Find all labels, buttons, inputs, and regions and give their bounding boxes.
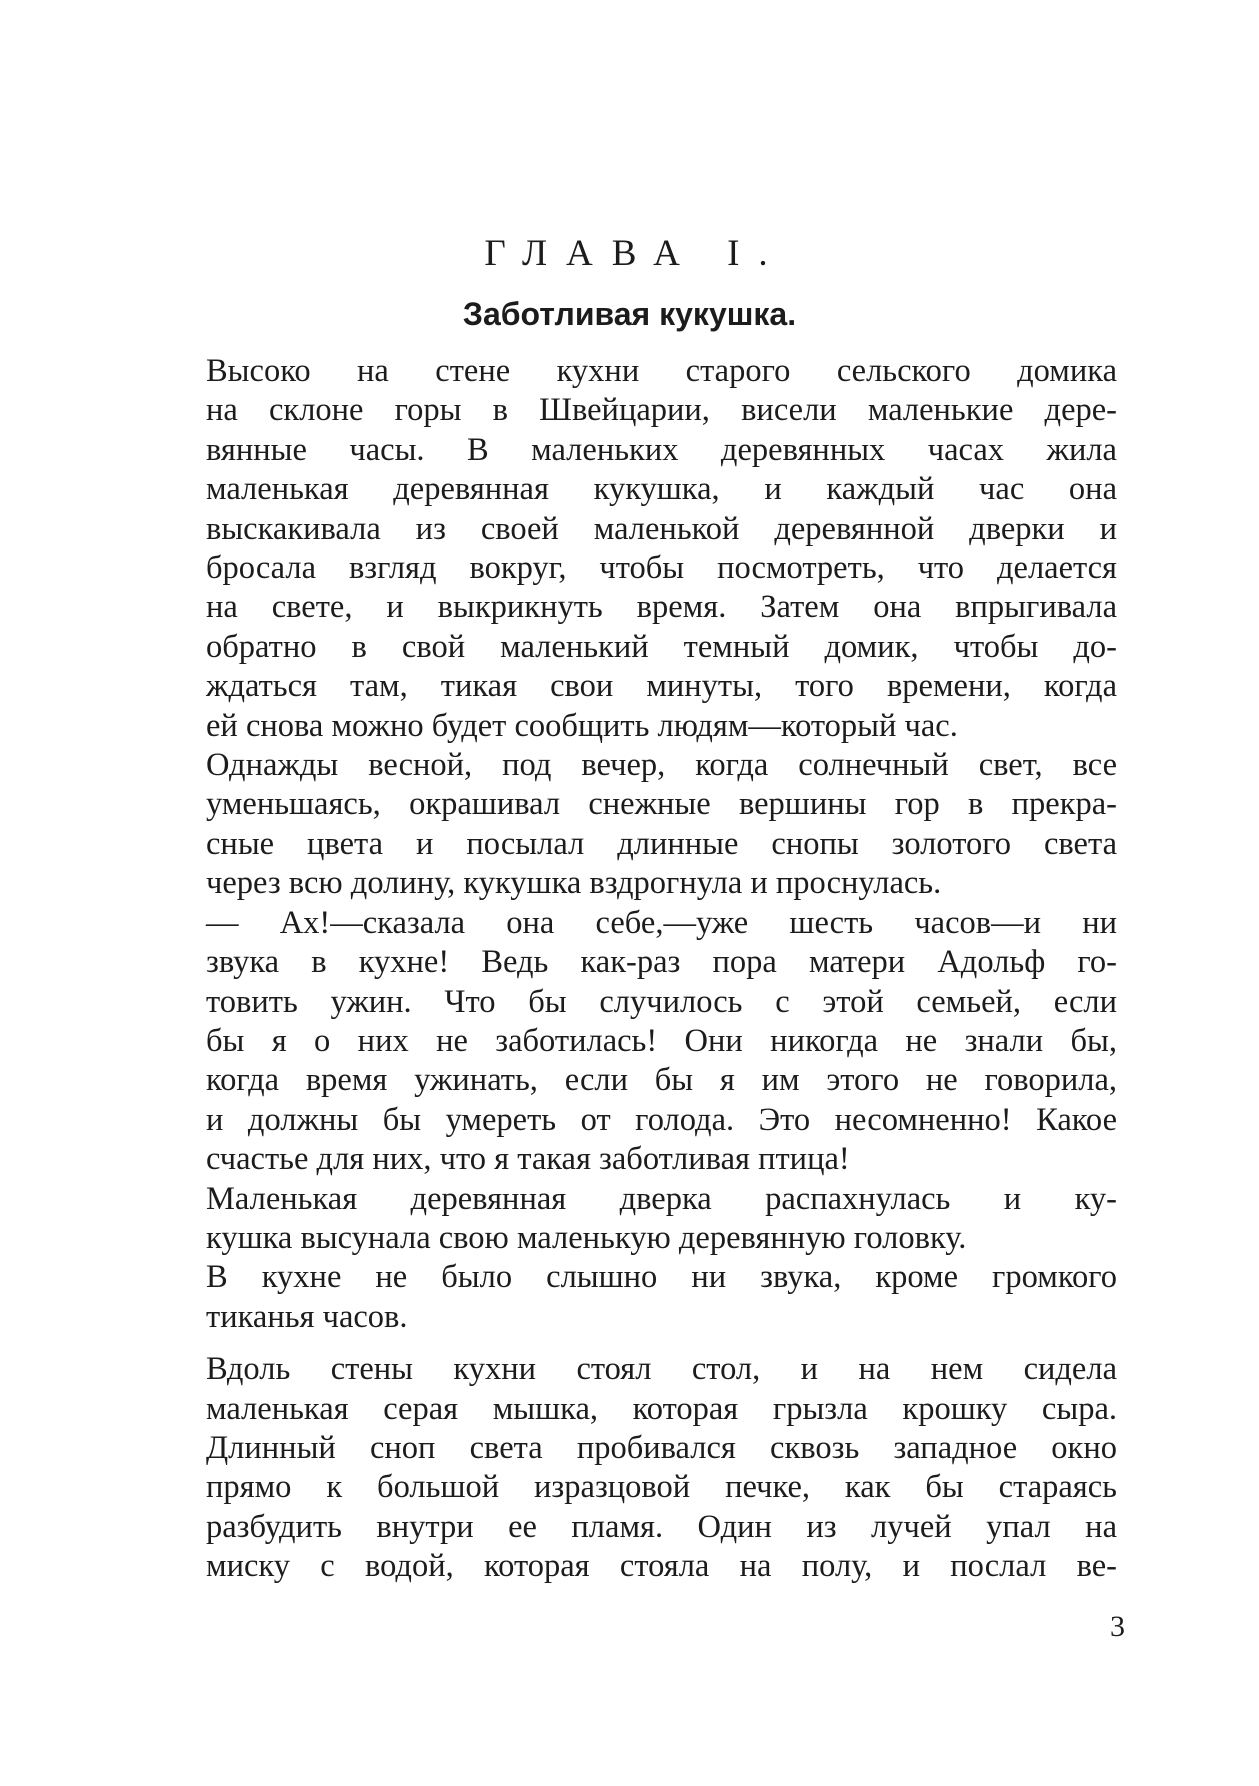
text-line: когда время ужинать, если бы я им этого не говорила, xyxy=(206,1062,1117,1099)
text-line: ждаться там, тикая свои минуты, того времени, когда xyxy=(206,668,1117,705)
text-line: маленькая деревянная кукушка, и каждый час она xyxy=(206,471,1117,508)
paragraph xyxy=(149,1258,1117,1337)
chapter-subtitle: Заботливая кукушка. xyxy=(462,296,797,332)
text-line: ей снова можно будет сообщить людям—который час. xyxy=(206,707,958,744)
page-number: 3 xyxy=(1110,1610,1125,1643)
text-line: бросала взгляд вокруг, чтобы посмотреть, что делается xyxy=(206,550,1117,587)
paragraph xyxy=(149,904,1117,1180)
text-line: обратно в свой маленький темный домик, чтобы до- xyxy=(206,628,1117,665)
text-line: Длинный сноп света пробивался сквозь западное окно xyxy=(206,1429,1117,1466)
paragraph-spacer xyxy=(149,1337,1117,1350)
text-line: звука в кухне! Ведь как-раз пора матери Адольф го- xyxy=(206,944,1117,981)
text-line: бы я о них не заботилась! Они никогда не знали бы, xyxy=(206,1022,1117,1059)
text-line: Высоко на стене кухни старого сельского домика xyxy=(206,353,1117,389)
paragraph xyxy=(149,352,1117,746)
text-line: и должны бы умереть от голода. Это несомненно! Какое xyxy=(206,1101,1117,1138)
body-text xyxy=(149,352,1117,1587)
text-line: прямо к большой изразцовой печке, как бы стараясь xyxy=(206,1469,1117,1506)
text-line: на свете, и выкрикнуть время. Затем она впрыгивала xyxy=(206,589,1117,626)
text-line: уменьшаясь, окрашивал снежные вершины гор в прекра- xyxy=(206,786,1117,823)
text-line: товить ужин. Что бы случилось с этой семьей, если xyxy=(206,983,1117,1020)
text-line: сные цвета и посылал длинные снопы золотого света xyxy=(206,825,1117,862)
paragraph xyxy=(149,1180,1117,1259)
text-line: В кухне не было слышно ни звука, кроме громкого xyxy=(206,1259,1117,1296)
paragraph xyxy=(149,1350,1117,1586)
text-line: вянные часы. В маленьких деревянных часах жила xyxy=(206,431,1117,468)
text-line: Однажды весной, под вечер, когда солнечный свет, все xyxy=(206,747,1117,784)
text-line: Вдоль стены кухни стоял стол, и на нем сидела xyxy=(206,1351,1117,1388)
chapter-heading: ГЛАВА I. xyxy=(484,233,787,274)
text-line: на склоне горы в Швейцарии, висели маленькие дере- xyxy=(206,392,1117,429)
text-line: маленькая серая мышка, которая грызла крошку сыра. xyxy=(206,1390,1117,1427)
text-line: миску с водой, которая стояла на полу, и послал ве- xyxy=(206,1548,1117,1585)
paragraph xyxy=(149,746,1117,904)
text-line: — Ах!—сказала она себе,—уже шесть часов—и ни xyxy=(206,904,1117,941)
text-line: разбудить внутри ее пламя. Один из лучей упал на xyxy=(206,1508,1117,1545)
text-line: Маленькая деревянная дверка распахнулась и ку- xyxy=(206,1180,1117,1217)
text-line: тиканья часов. xyxy=(206,1298,408,1335)
text-line: через всю долину, кукушка вздрогнула и проснулась. xyxy=(206,865,942,902)
text-line: кушка высунала свою маленькую деревянную головку. xyxy=(206,1219,967,1256)
text-line: счастье для них, что я такая заботливая птица! xyxy=(206,1141,850,1178)
text-line: выскакивала из своей маленькой деревянной дверки и xyxy=(206,510,1117,547)
